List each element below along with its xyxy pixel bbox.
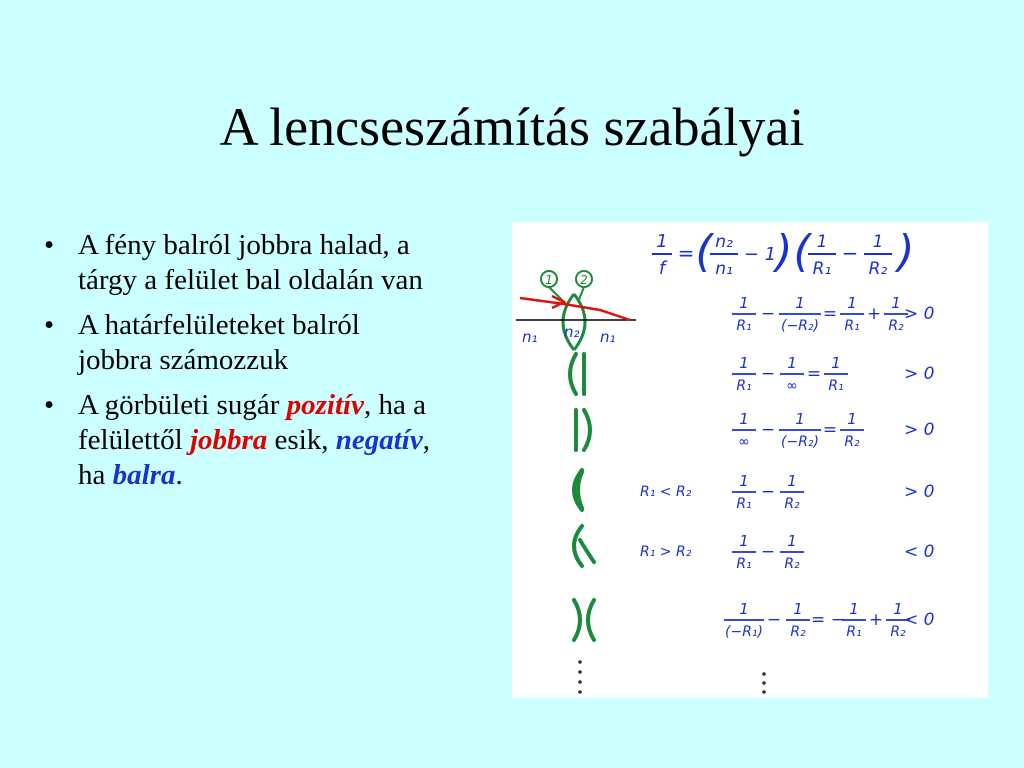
fraction-denominator: R₂ xyxy=(790,624,806,640)
surface-1-label: 1 xyxy=(545,273,553,287)
fraction-denominator: (−R₂) xyxy=(781,434,819,450)
result-sign: < 0 xyxy=(904,610,935,630)
emphasis-left: balra xyxy=(112,459,176,491)
medium-n2: n₂ xyxy=(564,323,580,341)
operator-sign: + xyxy=(866,304,882,324)
bullet-text: A határfelületeket balról jobbra számozzuk xyxy=(78,309,360,376)
lens-shapes xyxy=(570,354,594,694)
fraction-numerator: 1 xyxy=(849,600,859,618)
result-sign: > 0 xyxy=(904,304,935,324)
operator-sign: − xyxy=(760,420,776,440)
convex-plano-lens-icon xyxy=(576,410,590,450)
fraction-numerator: 1 xyxy=(656,231,668,252)
equals-sign: = − xyxy=(811,610,845,630)
fraction-denominator: R₁ xyxy=(736,556,752,572)
fraction-denominator: R₁ xyxy=(736,378,752,394)
fraction-denominator: R₁ xyxy=(828,378,844,394)
bullet-text: esik, xyxy=(267,424,336,456)
fraction-denominator: R₁ xyxy=(846,624,862,640)
fraction-denominator: n₁ xyxy=(715,259,733,279)
result-sign: < 0 xyxy=(904,542,935,562)
operator-sign: − xyxy=(760,364,776,384)
fraction-numerator: 1 xyxy=(816,232,828,252)
lens-formula-diagram xyxy=(512,222,988,698)
lensmaker-equation xyxy=(652,226,915,279)
medium-n1-left: n₁ xyxy=(522,328,538,346)
condition-label: R₁ > R₂ xyxy=(640,544,692,560)
operator-sign: − xyxy=(760,542,776,562)
fraction-numerator: 1 xyxy=(787,472,797,490)
emphasis-negative: negatív xyxy=(335,424,423,456)
condition-label: R₁ < R₂ xyxy=(640,484,692,500)
meniscus-lens-icon xyxy=(574,526,594,566)
fraction-numerator: 1 xyxy=(795,410,805,428)
bullet-item xyxy=(40,308,440,378)
bullet-list xyxy=(40,228,440,503)
result-sign: > 0 xyxy=(904,482,935,502)
fraction-numerator: 1 xyxy=(795,294,805,312)
fraction-numerator: n₂ xyxy=(715,232,733,252)
equals-sign: = xyxy=(822,304,838,324)
fraction-denominator: R₂ xyxy=(844,434,860,450)
fraction-denominator: R₂ xyxy=(890,624,906,640)
fraction-denominator: R₁ xyxy=(736,496,752,512)
lens-surface-2 xyxy=(574,294,585,350)
bullet-text: A görbületi sugár xyxy=(78,389,287,421)
fraction-numerator: 1 xyxy=(793,600,803,618)
bullet-item xyxy=(40,228,440,298)
fraction-numerator: 1 xyxy=(787,354,797,372)
equals-sign: = xyxy=(806,364,822,384)
bullet-item xyxy=(40,388,440,493)
bullet-text: , ha a felülettől xyxy=(78,389,426,456)
medium-n1-right: n₁ xyxy=(600,328,616,346)
fraction-denominator: ∞ xyxy=(786,378,798,394)
fraction-numerator: 1 xyxy=(872,232,884,252)
fraction-denominator: R₁ xyxy=(812,259,832,279)
fraction-numerator: 1 xyxy=(739,600,749,618)
fraction-numerator: 1 xyxy=(787,532,797,550)
fraction-numerator: 1 xyxy=(847,410,857,428)
fraction-numerator: 1 xyxy=(893,600,903,618)
light-ray xyxy=(520,298,630,320)
continuation-dots-icon xyxy=(578,660,582,694)
operator-sign: − xyxy=(766,610,782,630)
emphasis-positive: pozitív xyxy=(286,389,364,421)
fraction-numerator: 1 xyxy=(847,294,857,312)
fraction-numerator: 1 xyxy=(739,472,749,490)
meniscus-lens-icon xyxy=(574,470,582,510)
fraction-numerator: 1 xyxy=(739,294,749,312)
biconcave-lens-icon xyxy=(574,600,594,640)
bullet-text: , ha xyxy=(78,424,430,491)
fraction-denominator: f xyxy=(658,258,666,279)
close-paren: ) xyxy=(775,226,793,277)
fraction-numerator: 1 xyxy=(739,354,749,372)
fraction-denominator: (−R₂) xyxy=(781,318,819,334)
equals-sign: = xyxy=(822,420,838,440)
equals-sign: = xyxy=(677,241,695,265)
fraction-numerator: 1 xyxy=(891,294,901,312)
bullet-text: . xyxy=(175,459,183,491)
fraction-numerator: 1 xyxy=(831,354,841,372)
result-sign: > 0 xyxy=(904,364,935,384)
operator-sign: + xyxy=(868,610,884,630)
fraction-denominator: R₂ xyxy=(888,318,904,334)
fraction-denominator: R₂ xyxy=(784,556,800,572)
open-paren: ( xyxy=(695,226,713,277)
minus-one: − 1 xyxy=(743,244,777,265)
open-paren: ( xyxy=(793,226,811,277)
fraction-denominator: (−R₁) xyxy=(725,624,763,640)
planoconvex-lens-icon xyxy=(570,354,584,394)
handwritten-lens-figure xyxy=(512,222,988,698)
fraction-denominator: R₁ xyxy=(736,318,752,334)
fraction-denominator: R₂ xyxy=(868,259,888,279)
fraction-numerator: 1 xyxy=(739,410,749,428)
fraction-denominator: R₂ xyxy=(784,496,800,512)
result-sign: > 0 xyxy=(904,420,935,440)
continuation-dots-icon xyxy=(762,672,766,694)
lens-sketch xyxy=(516,271,636,350)
formula-rows xyxy=(640,294,934,640)
operator-sign: − xyxy=(760,304,776,324)
operator-sign: − xyxy=(760,482,776,502)
fraction-numerator: 1 xyxy=(739,532,749,550)
surface-2-label: 2 xyxy=(580,273,588,287)
fraction-denominator: R₁ xyxy=(844,318,860,334)
emphasis-right: jobbra xyxy=(189,424,268,456)
fraction-denominator: ∞ xyxy=(738,434,750,450)
slide-title: A lencseszámítás szabályai xyxy=(219,97,805,157)
close-paren: ) xyxy=(897,226,915,277)
bullet-text: A fény balról jobbra halad, a tárgy a felület bal oldalán van xyxy=(78,229,423,296)
minus-sign: − xyxy=(841,241,859,265)
